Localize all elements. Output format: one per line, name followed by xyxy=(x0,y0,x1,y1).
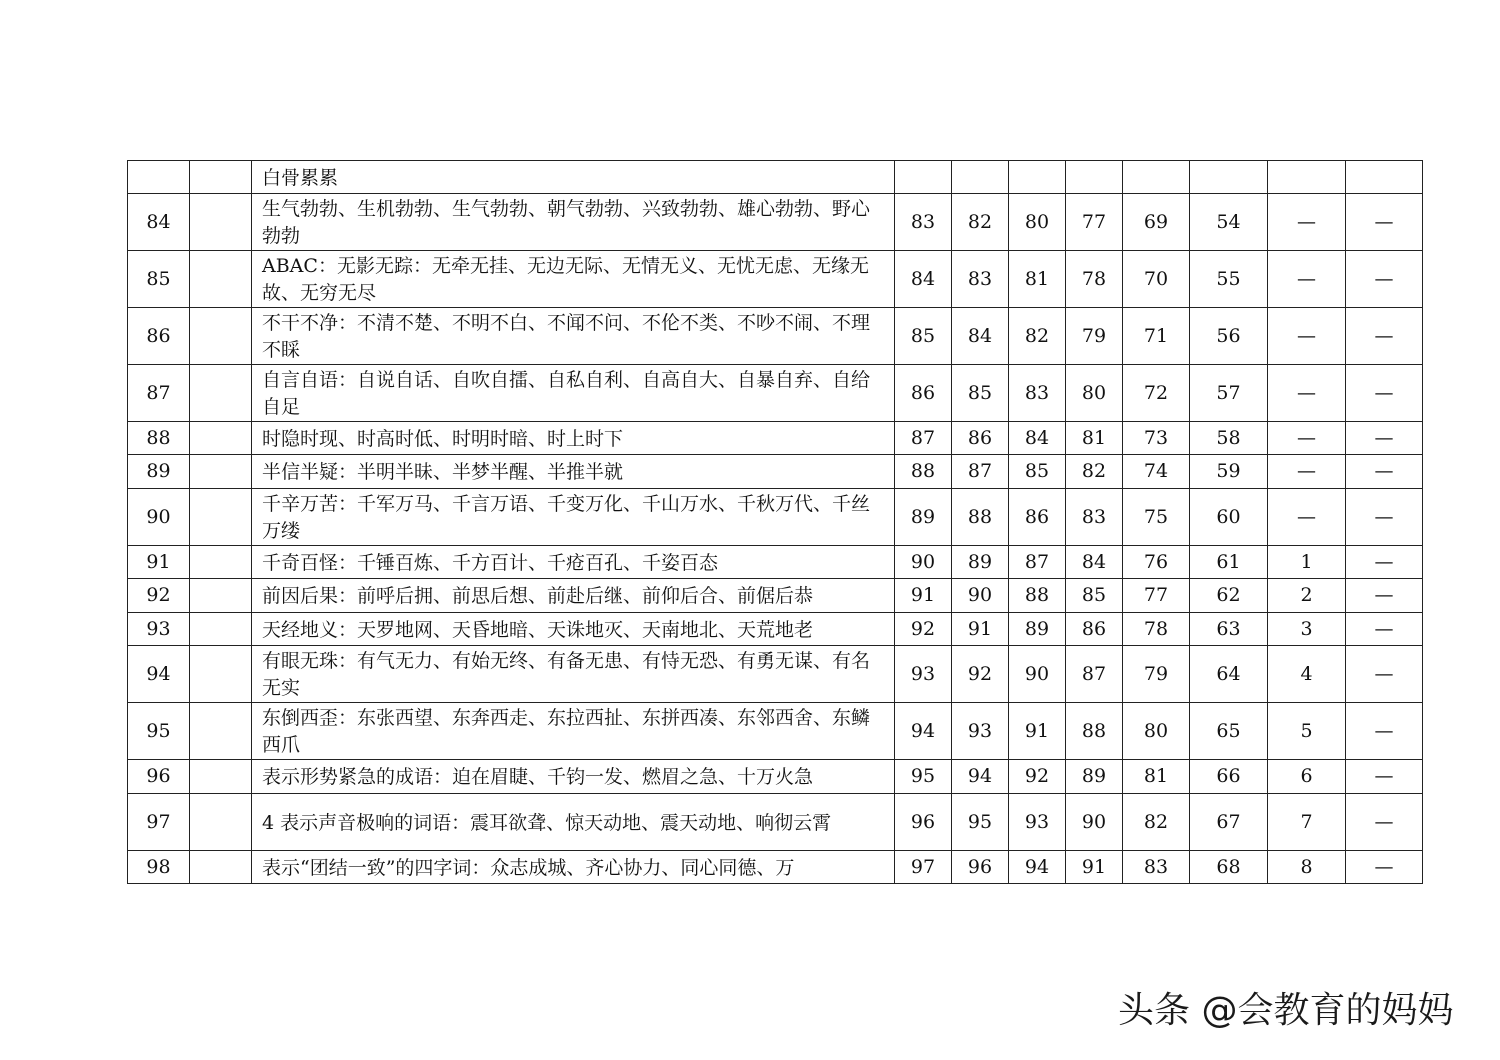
value-cell: 7 xyxy=(1268,794,1346,851)
value-cell: 87 xyxy=(952,455,1009,489)
value-cell xyxy=(1123,161,1190,194)
value-cell: 71 xyxy=(1123,308,1190,365)
table-row xyxy=(128,703,1423,760)
value-cell: 88 xyxy=(895,455,952,489)
value-cell: 85 xyxy=(1066,579,1123,613)
value-cell: 82 xyxy=(1066,455,1123,489)
idiom-text-cell: ABAC：无影无踪：无牵无挂、无边无际、无情无义、无忧无虑、无缘无故、无穷无尽 xyxy=(252,251,895,308)
value-cell: 56 xyxy=(1190,308,1268,365)
value-cell: 92 xyxy=(895,613,952,646)
idiom-text-cell: 生气勃勃、生机勃勃、生气勃勃、朝气勃勃、兴致勃勃、雄心勃勃、野心勃勃 xyxy=(252,194,895,251)
value-cell: 90 xyxy=(895,546,952,579)
value-cell: 82 xyxy=(1009,308,1066,365)
value-cell: — xyxy=(1346,646,1423,703)
value-cell: 84 xyxy=(895,251,952,308)
value-cell: 89 xyxy=(1066,760,1123,794)
table-row xyxy=(128,546,1423,579)
value-cell: 79 xyxy=(1123,646,1190,703)
value-cell: 77 xyxy=(1066,194,1123,251)
table-body xyxy=(128,161,1423,884)
table-row xyxy=(128,613,1423,646)
value-cell: 86 xyxy=(1009,489,1066,546)
value-cell: — xyxy=(1346,613,1423,646)
value-cell: 83 xyxy=(1123,851,1190,884)
row-number-cell: 93 xyxy=(128,613,190,646)
table-row xyxy=(128,365,1423,422)
value-cell: 57 xyxy=(1190,365,1268,422)
value-cell: — xyxy=(1268,251,1346,308)
value-cell: 83 xyxy=(1066,489,1123,546)
value-cell: 87 xyxy=(895,422,952,455)
value-cell: 90 xyxy=(1009,646,1066,703)
value-cell: 78 xyxy=(1066,251,1123,308)
value-cell xyxy=(1346,161,1423,194)
blank-cell xyxy=(190,613,252,646)
blank-cell xyxy=(190,646,252,703)
value-cell: — xyxy=(1268,455,1346,489)
blank-cell xyxy=(190,365,252,422)
value-cell: 91 xyxy=(952,613,1009,646)
value-cell: 83 xyxy=(1009,365,1066,422)
value-cell: 94 xyxy=(895,703,952,760)
value-cell: — xyxy=(1346,422,1423,455)
value-cell: 97 xyxy=(895,851,952,884)
value-cell: 75 xyxy=(1123,489,1190,546)
value-cell: 87 xyxy=(1066,646,1123,703)
value-cell: 76 xyxy=(1123,546,1190,579)
value-cell: 62 xyxy=(1190,579,1268,613)
table-row xyxy=(128,579,1423,613)
table-row xyxy=(128,161,1423,194)
value-cell: 83 xyxy=(952,251,1009,308)
value-cell: 8 xyxy=(1268,851,1346,884)
blank-cell xyxy=(190,794,252,851)
blank-cell xyxy=(190,308,252,365)
value-cell: 81 xyxy=(1066,422,1123,455)
value-cell: 80 xyxy=(1066,365,1123,422)
value-cell: 86 xyxy=(895,365,952,422)
blank-cell xyxy=(190,579,252,613)
value-cell: 80 xyxy=(1123,703,1190,760)
value-cell: 61 xyxy=(1190,546,1268,579)
row-number-cell: 86 xyxy=(128,308,190,365)
row-number-cell: 92 xyxy=(128,579,190,613)
value-cell: 94 xyxy=(952,760,1009,794)
value-cell xyxy=(1190,161,1268,194)
value-cell: 92 xyxy=(952,646,1009,703)
value-cell: 77 xyxy=(1123,579,1190,613)
value-cell: 85 xyxy=(952,365,1009,422)
value-cell: 87 xyxy=(1009,546,1066,579)
value-cell: 54 xyxy=(1190,194,1268,251)
row-number-cell: 95 xyxy=(128,703,190,760)
row-number-cell: 97 xyxy=(128,794,190,851)
row-number-cell: 96 xyxy=(128,760,190,794)
idiom-text-cell: 东倒西歪：东张西望、东奔西走、东拉西扯、东拼西凑、东邻西舍、东鳞西爪 xyxy=(252,703,895,760)
idiom-text-cell: 时隐时现、时高时低、时明时暗、时上时下 xyxy=(252,422,895,455)
value-cell: 94 xyxy=(1009,851,1066,884)
idiom-text-cell: 表示“团结一致”的四字词：众志成城、齐心协力、同心同德、万 xyxy=(252,851,895,884)
value-cell: 2 xyxy=(1268,579,1346,613)
value-cell: — xyxy=(1346,489,1423,546)
value-cell: 78 xyxy=(1123,613,1190,646)
value-cell: 91 xyxy=(895,579,952,613)
value-cell: 66 xyxy=(1190,760,1268,794)
value-cell: 1 xyxy=(1268,546,1346,579)
value-cell: — xyxy=(1346,760,1423,794)
row-number-cell xyxy=(128,161,190,194)
value-cell: 73 xyxy=(1123,422,1190,455)
value-cell: 60 xyxy=(1190,489,1268,546)
value-cell: — xyxy=(1346,794,1423,851)
table-row xyxy=(128,251,1423,308)
idiom-text-cell: 半信半疑：半明半昧、半梦半醒、半推半就 xyxy=(252,455,895,489)
watermark: 头条 @会教育的妈妈 xyxy=(1118,990,1454,1031)
idiom-text-cell: 4 表示声音极响的词语：震耳欲聋、惊天动地、震天动地、响彻云霄 xyxy=(252,794,895,851)
table-row xyxy=(128,851,1423,884)
idiom-text-cell: 表示形势紧急的成语：迫在眉睫、千钧一发、燃眉之急、十万火急 xyxy=(252,760,895,794)
value-cell: — xyxy=(1268,422,1346,455)
value-cell: 86 xyxy=(1066,613,1123,646)
blank-cell xyxy=(190,546,252,579)
value-cell xyxy=(1268,161,1346,194)
value-cell: 70 xyxy=(1123,251,1190,308)
value-cell: 89 xyxy=(952,546,1009,579)
value-cell: 85 xyxy=(895,308,952,365)
blank-cell xyxy=(190,455,252,489)
value-cell: 72 xyxy=(1123,365,1190,422)
value-cell: 81 xyxy=(1009,251,1066,308)
value-cell: 92 xyxy=(1009,760,1066,794)
idiom-text-cell: 千奇百怪：千锤百炼、千方百计、千疮百孔、千姿百态 xyxy=(252,546,895,579)
value-cell: 65 xyxy=(1190,703,1268,760)
row-number-cell: 90 xyxy=(128,489,190,546)
table-row xyxy=(128,422,1423,455)
value-cell: 88 xyxy=(1066,703,1123,760)
idiom-text-cell: 前因后果：前呼后拥、前思后想、前赴后继、前仰后合、前倨后恭 xyxy=(252,579,895,613)
idiom-table xyxy=(127,160,1423,884)
value-cell: 68 xyxy=(1190,851,1268,884)
value-cell: 82 xyxy=(1123,794,1190,851)
value-cell: 58 xyxy=(1190,422,1268,455)
value-cell: 96 xyxy=(952,851,1009,884)
value-cell: — xyxy=(1268,308,1346,365)
idiom-text-cell: 不干不净：不清不楚、不明不白、不闻不问、不伦不类、不吵不闹、不理不睬 xyxy=(252,308,895,365)
value-cell: — xyxy=(1268,194,1346,251)
value-cell: — xyxy=(1346,251,1423,308)
value-cell: 82 xyxy=(952,194,1009,251)
value-cell: 93 xyxy=(1009,794,1066,851)
value-cell: 84 xyxy=(1066,546,1123,579)
value-cell: — xyxy=(1346,579,1423,613)
row-number-cell: 87 xyxy=(128,365,190,422)
table-row xyxy=(128,308,1423,365)
table-row xyxy=(128,455,1423,489)
table-row xyxy=(128,489,1423,546)
value-cell: 59 xyxy=(1190,455,1268,489)
value-cell: — xyxy=(1346,455,1423,489)
value-cell xyxy=(895,161,952,194)
value-cell: 96 xyxy=(895,794,952,851)
blank-cell xyxy=(190,703,252,760)
value-cell: 55 xyxy=(1190,251,1268,308)
value-cell: 89 xyxy=(895,489,952,546)
value-cell: 91 xyxy=(1009,703,1066,760)
value-cell: 74 xyxy=(1123,455,1190,489)
table-row xyxy=(128,794,1423,851)
value-cell: 3 xyxy=(1268,613,1346,646)
value-cell: 67 xyxy=(1190,794,1268,851)
value-cell xyxy=(1066,161,1123,194)
row-number-cell: 91 xyxy=(128,546,190,579)
blank-cell xyxy=(190,851,252,884)
value-cell: 85 xyxy=(1009,455,1066,489)
blank-cell xyxy=(190,489,252,546)
value-cell: — xyxy=(1346,546,1423,579)
value-cell: — xyxy=(1268,365,1346,422)
value-cell: 64 xyxy=(1190,646,1268,703)
value-cell: 83 xyxy=(895,194,952,251)
value-cell: 79 xyxy=(1066,308,1123,365)
idiom-text-cell: 有眼无珠：有气无力、有始无终、有备无患、有恃无恐、有勇无谋、有名无实 xyxy=(252,646,895,703)
row-number-cell: 98 xyxy=(128,851,190,884)
idiom-text-cell: 天经地义：天罗地网、天昏地暗、天诛地灭、天南地北、天荒地老 xyxy=(252,613,895,646)
idiom-text-cell: 千辛万苦：千军万马、千言万语、千变万化、千山万水、千秋万代、千丝万缕 xyxy=(252,489,895,546)
row-number-cell: 85 xyxy=(128,251,190,308)
idiom-text-cell: 自言自语：自说自话、自吹自擂、自私自利、自高自大、自暴自弃、自给自足 xyxy=(252,365,895,422)
value-cell: 81 xyxy=(1123,760,1190,794)
value-cell: — xyxy=(1346,703,1423,760)
blank-cell xyxy=(190,422,252,455)
value-cell: — xyxy=(1346,308,1423,365)
value-cell: 88 xyxy=(952,489,1009,546)
value-cell: 91 xyxy=(1066,851,1123,884)
blank-cell xyxy=(190,161,252,194)
value-cell: 4 xyxy=(1268,646,1346,703)
blank-cell xyxy=(190,251,252,308)
value-cell xyxy=(1009,161,1066,194)
value-cell: 6 xyxy=(1268,760,1346,794)
value-cell: 95 xyxy=(895,760,952,794)
value-cell: 89 xyxy=(1009,613,1066,646)
value-cell: 93 xyxy=(952,703,1009,760)
value-cell: 84 xyxy=(952,308,1009,365)
blank-cell xyxy=(190,760,252,794)
value-cell: — xyxy=(1268,489,1346,546)
value-cell: 90 xyxy=(952,579,1009,613)
value-cell xyxy=(952,161,1009,194)
value-cell: 63 xyxy=(1190,613,1268,646)
value-cell: 95 xyxy=(952,794,1009,851)
blank-cell xyxy=(190,194,252,251)
table-row xyxy=(128,646,1423,703)
row-number-cell: 89 xyxy=(128,455,190,489)
value-cell: 86 xyxy=(952,422,1009,455)
value-cell: — xyxy=(1346,365,1423,422)
row-number-cell: 88 xyxy=(128,422,190,455)
value-cell: 88 xyxy=(1009,579,1066,613)
value-cell: 84 xyxy=(1009,422,1066,455)
value-cell: 5 xyxy=(1268,703,1346,760)
value-cell: 90 xyxy=(1066,794,1123,851)
row-number-cell: 84 xyxy=(128,194,190,251)
value-cell: — xyxy=(1346,851,1423,884)
table-row xyxy=(128,760,1423,794)
value-cell: 93 xyxy=(895,646,952,703)
value-cell: 69 xyxy=(1123,194,1190,251)
table-row xyxy=(128,194,1423,251)
value-cell: 80 xyxy=(1009,194,1066,251)
idiom-text-cell: 白骨累累 xyxy=(252,161,895,194)
value-cell: — xyxy=(1346,194,1423,251)
row-number-cell: 94 xyxy=(128,646,190,703)
